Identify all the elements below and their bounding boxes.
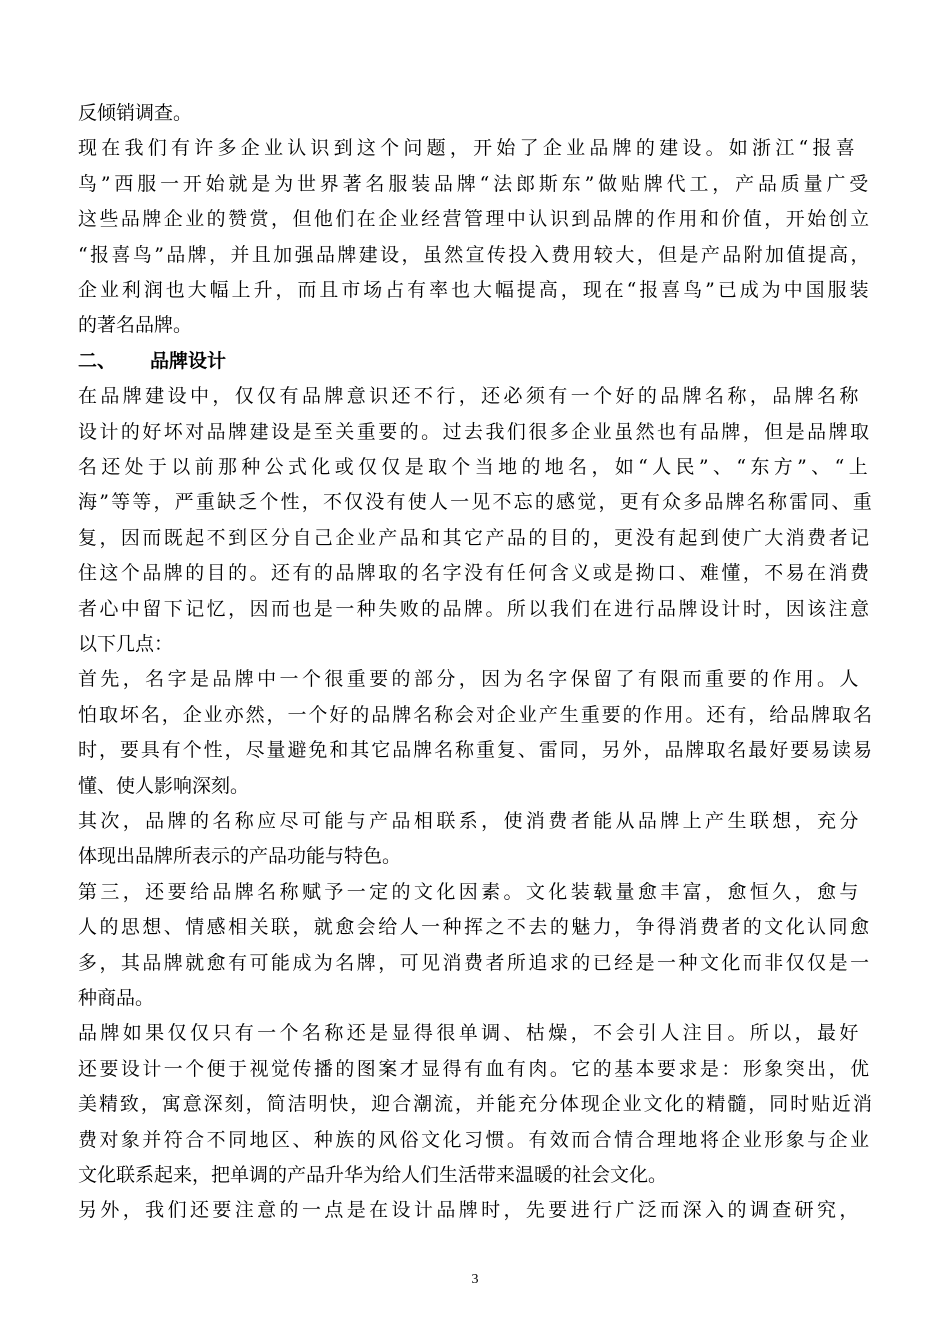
section-heading bbox=[78, 349, 226, 373]
text-line: “报喜鸟”品牌，并且加强品牌建设，虽然宣传投入费用较大，但是产品附加值提高， bbox=[78, 243, 872, 266]
text-line: 在品牌建设中，仅仅有品牌意识还不行，还必须有一个好的品牌名称，品牌名称 bbox=[78, 385, 862, 408]
text-line: 鸟”西服一开始就是为世界著名服装品牌“法郎斯东”做贴牌代工，产品质量广受 bbox=[78, 172, 873, 195]
text-line: 还要设计一个便于视觉传播的图案才显得有血有肉。它的基本要求是：形象突出，优 bbox=[78, 1057, 872, 1080]
text-line: 另外，我们还要注意的一点是在设计品牌时，先要进行广泛而深入的调查研究， bbox=[78, 1199, 862, 1222]
text-line: 反倾销调查。 bbox=[78, 102, 193, 124]
text-line: 多，其品牌就愈有可能成为名牌，可见消费者所追求的已经是一种文化而非仅仅是一 bbox=[78, 951, 872, 974]
text-line: 时，要具有个性，尽量避免和其它品牌名称重复、雷同，另外，品牌取名最好要易读易 bbox=[78, 739, 874, 762]
text-line: 设计的好坏对品牌建设是至关重要的。过去我们很多企业虽然也有品牌，但是品牌取 bbox=[78, 420, 872, 443]
text-line: 怕取坏名，企业亦然，一个好的品牌名称会对企业产生重要的作用。还有，给品牌取名 bbox=[78, 703, 874, 726]
text-line: 第三，还要给品牌名称赋予一定的文化因素。文化装载量愈丰富，愈恒久，愈与 bbox=[78, 880, 862, 903]
text-line: 文化联系起来，把单调的产品升华为给人们生活带来温暖的社会文化。 bbox=[78, 1164, 668, 1186]
text-line: 海”等等，严重缺乏个性，不仅没有使人一见不忘的感觉，更有众多品牌名称雷同、重 bbox=[78, 491, 874, 514]
text-line: 名还处于以前那种公式化或仅仅是取个当地的地名，如“人民”、“东方”、“上 bbox=[78, 456, 873, 478]
page-number: 3 bbox=[471, 1272, 479, 1287]
text-line: 其次，品牌的名称应尽可能与产品相联系，使消费者能从品牌上产生联想，充分 bbox=[78, 810, 862, 832]
text-line: 品牌如果仅仅只有一个名称还是显得很单调、枯燥，不会引人注目。所以，最好 bbox=[78, 1022, 862, 1045]
text-line: 企业利润也大幅上升，而且市场占有率也大幅提高，现在“报喜鸟”已成为中国服装 bbox=[78, 279, 872, 301]
text-line: 种商品。 bbox=[78, 987, 155, 1009]
text-line: 现在我们有许多企业认识到这个问题，开始了企业品牌的建设。如浙江“报喜 bbox=[78, 137, 859, 160]
text-line: 住这个品牌的目的。还有的品牌取的名字没有任何含义或是拗口、难懂，不易在消费 bbox=[78, 562, 872, 585]
text-line: 首先，名字是品牌中一个很重要的部分，因为名字保留了有限而重要的作用。人 bbox=[78, 668, 862, 691]
text-line: 这些品牌企业的赞赏，但他们在企业经营管理中认识到品牌的作用和价值，开始创立 bbox=[78, 208, 872, 231]
text-line: 体现出品牌所表示的产品功能与特色。 bbox=[78, 845, 402, 868]
section-title: 品牌设计 bbox=[150, 349, 227, 372]
text-line: 的著名品牌。 bbox=[78, 314, 193, 337]
text-line: 以下几点： bbox=[78, 633, 174, 655]
text-line: 费对象并符合不同地区、种族的风俗文化习惯。有效而合情合理地将企业形象与企业 bbox=[78, 1128, 872, 1151]
text-line: 复，因而既起不到区分自己企业产品和其它产品的目的，更没有起到使广大消费者记 bbox=[78, 526, 872, 549]
text-line: 懂、使人影响深刻。 bbox=[78, 774, 250, 797]
section-number: 二、 bbox=[78, 349, 117, 372]
text-line: 者心中留下记忆，因而也是一种失败的品牌。所以我们在进行品牌设计时，因该注意 bbox=[78, 597, 872, 620]
text-line: 美精致，寓意深刻，简洁明快，迎合潮流，并能充分体现企业文化的精髓，同时贴近消 bbox=[78, 1093, 874, 1116]
text-line: 人的思想、情感相关联，就愈会给人一种挥之不去的魅力，争得消费者的文化认同愈 bbox=[78, 916, 872, 939]
